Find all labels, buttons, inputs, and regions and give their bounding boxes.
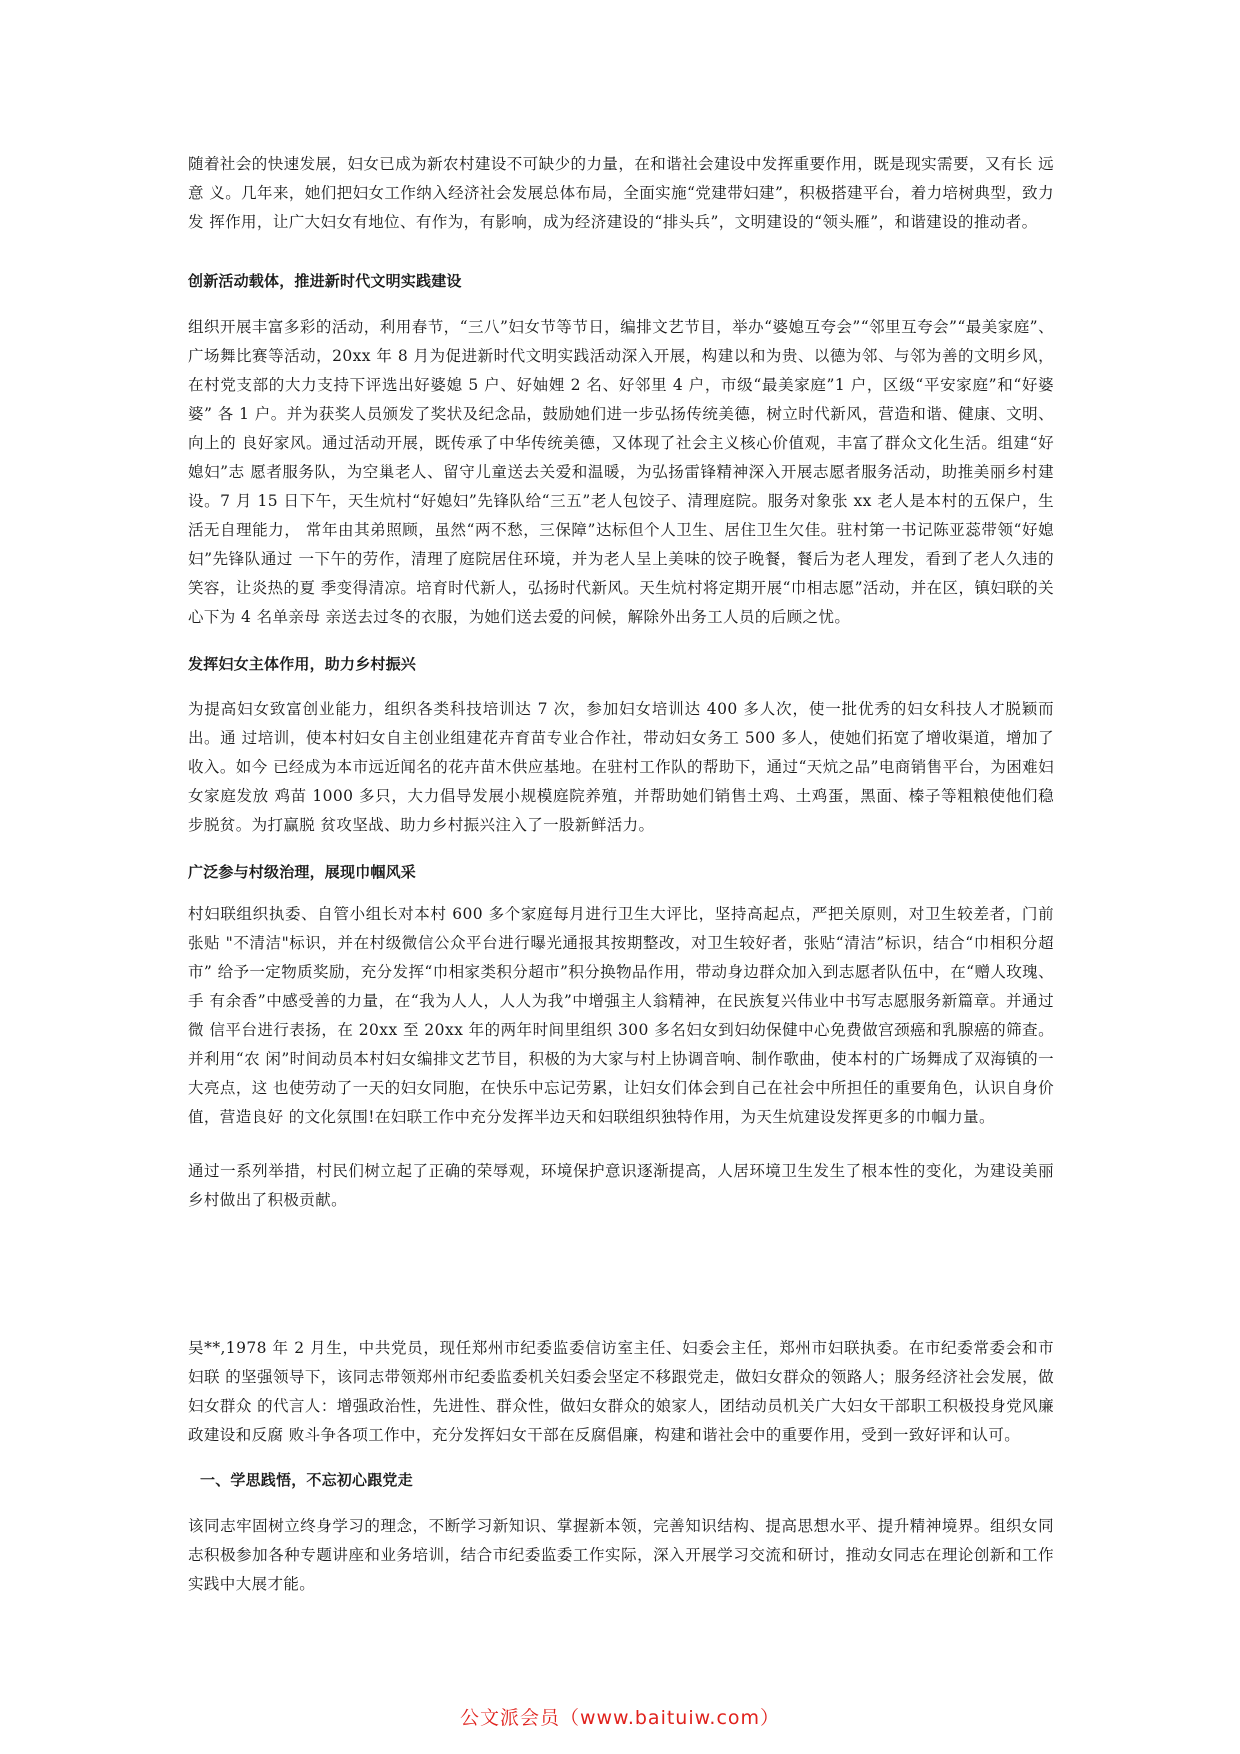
activities-paragraph: 组织开展丰富多彩的活动，利用春节，“三八”妇女节等节日，编排文艺节目，举办“婆媳互夸会”“邻里互夸会”“最美家庭”、广场舞比赛等活动，20xx 年 8 月为促进新时代文明实践活动深入开展，构建以和为贵、以德为邻、与邻为善的文明乡风， 在村党支部的大力支持下评选出好婆媳 5 户、好妯娌 2 名、好邻里 4 户，市级“最美家庭”1 户，区级“平安家庭”和“好婆婆” 各 1 户。并为获奖人员颁发了奖状及纪念品，鼓励她们进一步弘扬传统美德，树立时代新风，营造和谐、健康、文明、向上的 良好家风。通过活动开展，既传承了中华传统美德，又体现了社会主义核心价值观，丰富了群众文化生活。组建“好媳妇”志 愿者服务队，为空巢老人、留守儿童送去关爱和温暖，为弘扬雷锋精神深入开展志愿者服务活动，助推美丽乡村建设。7 月 15 日下午，天生炕村“好媳妇”先锋队给“三五”老人包饺子、清理庭院。服务对象张 xx 老人是本村的五保户，生活无自理能力， 常年由其弟照顾，虽然“两不愁，三保障”达标但个人卫生、居住卫生欠佳。驻村第一书记陈亚蕊带领“好媳妇”先锋队通过 一下午的劳作，清理了庭院居住环境，并为老人呈上美味的饺子晚餐，餐后为老人理发，看到了老人久违的笑容，让炎热的夏 季变得清凉。培育时代新人，弘扬时代新风。天生炕村将定期开展“巾相志愿”活动，并在区，镇妇联的关心下为 4 名单亲母 亲送去过冬的衣服，为她们送去爱的问候，解除外出务工人员的后顾之忧。 <box>188 318 1054 626</box>
heading-women-role: 发挥妇女主体作用，助力乡村振兴 <box>188 655 417 673</box>
heading-study: 一、学思践悟，不忘初心跟党走 <box>200 1471 413 1489</box>
heading-governance: 广泛参与村级治理，展现巾帼风采 <box>188 863 417 881</box>
document-body <box>188 150 1054 1599</box>
intro-paragraph: 随着社会的快速发展，妇女已成为新农村建设不可缺少的力量，在和谐社会建设中发挥重要作用，既是现实需要，又有长 远意 义。几年来，她们把妇女工作纳入经济社会发展总体布局，全面实施“党建带妇建”，积极搭建平台，着力培树典型，致力发 挥作用，让广大妇女有地位、有作为，有影响，成为经济建设的“排头兵”，文明建设的“领头雁”，和谐建设的推动者。 <box>188 155 1054 231</box>
footer-watermark: 公文派会员（www.baituiw.com） <box>459 1707 781 1729</box>
study-paragraph: 该同志牢固树立终身学习的理念，不断学习新知识、掌握新本领，完善知识结构、提高思想水平、提升精神境界。组织女同志积极参加各种专题讲座和业务培训，结合市纪委监委工作实际，深入开展学习交流和研讨，推动女同志在理论创新和工作实践中大展才能。 <box>188 1517 1054 1593</box>
conclusion-paragraph: 通过一系列举措，村民们树立起了正确的荣辱观，环境保护意识逐渐提高，人居环境卫生发生了根本性的变化，为建设美丽乡村做出了积极贡献。 <box>188 1162 1054 1209</box>
heading-activities: 创新活动载体，推进新时代文明实践建设 <box>188 272 462 290</box>
profile-paragraph: 吴**,1978 年 2 月生，中共党员，现任郑州市纪委监委信访室主任、妇委会主任，郑州市妇联执委。在市纪委常委会和市妇联 的坚强领导下，该同志带领郑州市纪委监委机关妇委会坚定不移跟党走，做妇女群众的领路人；服务经济社会发展，做妇女群众 的代言人：增强政治性，先进性、群众性，做妇女群众的娘家人，团结动员机关广大妇女干部职工积极投身党风廉政建设和反腐 败斗争各项工作中，充分发挥妇女干部在反腐倡廉，构建和谐社会中的重要作用，受到一致好评和认可。 <box>188 1339 1054 1444</box>
governance-paragraph: 村妇联组织执委、自管小组长对本村 600 多个家庭每月进行卫生大评比，坚持高起点，严把关原则，对卫生较差者，门前张贴 "不清洁"标识，并在村级微信公众平台进行曝光通报其按期整改，对卫生较好者，张贴“清洁”标识，结合“巾相积分超市” 给予一定物质奖励，充分发挥“巾相家类积分超市”积分换物品作用，带动身边群众加入到志愿者队伍中，在“赠人玫瑰、手 有余香”中感受善的力量，在“我为人人，人人为我”中增强主人翁精神，在民族复兴伟业中书写志愿服务新篇章。并通过微 信平台进行表扬，在 20xx 至 20xx 年的两年时间里组织 300 多名妇女到妇幼保健中心免费做宫颈癌和乳腺癌的筛查。并利用“农 闲”时间动员本村妇女编排文艺节目，积极的为大家与村上协调音响、制作歌曲，使本村的广场舞成了双海镇的一大亮点，这 也使劳动了一天的妇女同胞，在快乐中忘记劳累，让妇女们体会到自己在社会中所担任的重要角色，认识自身价值，营造良好 的文化氛围!在妇联工作中充分发挥半边天和妇联组织独特作用，为天生炕建设发挥更多的巾帼力量。 <box>188 905 1054 1126</box>
training-paragraph: 为提高妇女致富创业能力，组织各类科技培训达 7 次，参加妇女培训达 400 多人次，使一批优秀的妇女科技人才脱颖而出。通 过培训，使本村妇女自主创业组建花卉育苗专业合作社，带动妇女务工 500 多人，使她们拓宽了增收渠道，增加了收入。如今 已经成为本市远近闻名的花卉苗木供应基地。在驻村工作队的帮助下，通过“天炕之品”电商销售平台，为困难妇女家庭发放 鸡苗 1000 多只，大力倡导发展小规模庭院养殖，并帮助她们销售土鸡、土鸡蛋，黑面、榛子等粗粮使他们稳步脱贫。为打赢脱 贫攻坚战、助力乡村振兴注入了一股新鲜活力。 <box>188 700 1054 834</box>
